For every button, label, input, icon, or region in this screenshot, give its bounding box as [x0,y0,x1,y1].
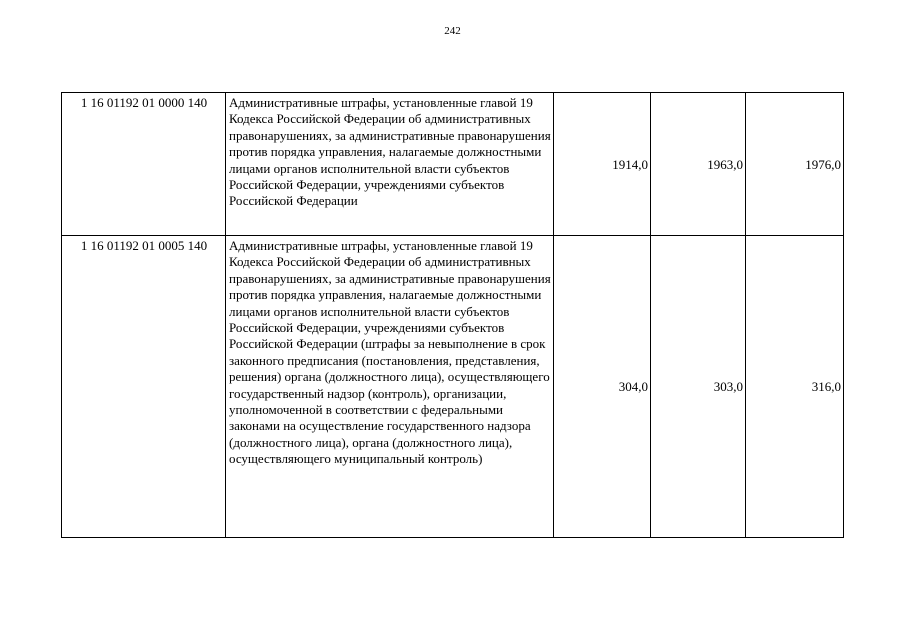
page-number: 242 [444,25,461,37]
table-row [62,236,844,538]
budget-table [61,92,844,538]
budget-code-cell: 1 16 01192 01 0000 140 [62,93,226,236]
value-cell-2: 303,0 [651,236,746,538]
value-cell-1: 1914,0 [554,93,651,236]
value-cell-3: 316,0 [746,236,844,538]
budget-code-cell: 1 16 01192 01 0005 140 [62,236,226,538]
value-cell-2: 1963,0 [651,93,746,236]
value-cell-3: 1976,0 [746,93,844,236]
description-cell: Административные штрафы, установленные главой 19 Кодекса Российской Федерации об административных правонарушениях, за административные правонарушения против порядка управления, налагаемые должностными лицами органов исполнительной власти субъектов Российской Федерации, учреждениями субъектов Российской Федерации (штрафы за невыполнение в срок законного предписания (постановления, представления, решения) органа (должностного лица), осуществляющего государственный надзор (контроль), организации, уполномоченной в соответствии с федеральными законами на осуществление государственного надзора (должностного лица), органа (должностного лица), осуществляющего муниципальный контроль) [226,236,554,538]
value-cell-1: 304,0 [554,236,651,538]
table-row [62,93,844,236]
description-cell: Административные штрафы, установленные главой 19 Кодекса Российской Федерации об административных правонарушениях, за административные правонарушения против порядка управления, налагаемые должностными лицами органов исполнительной власти субъектов Российской Федерации, учреждениями субъектов Российской Федерации [226,93,554,236]
